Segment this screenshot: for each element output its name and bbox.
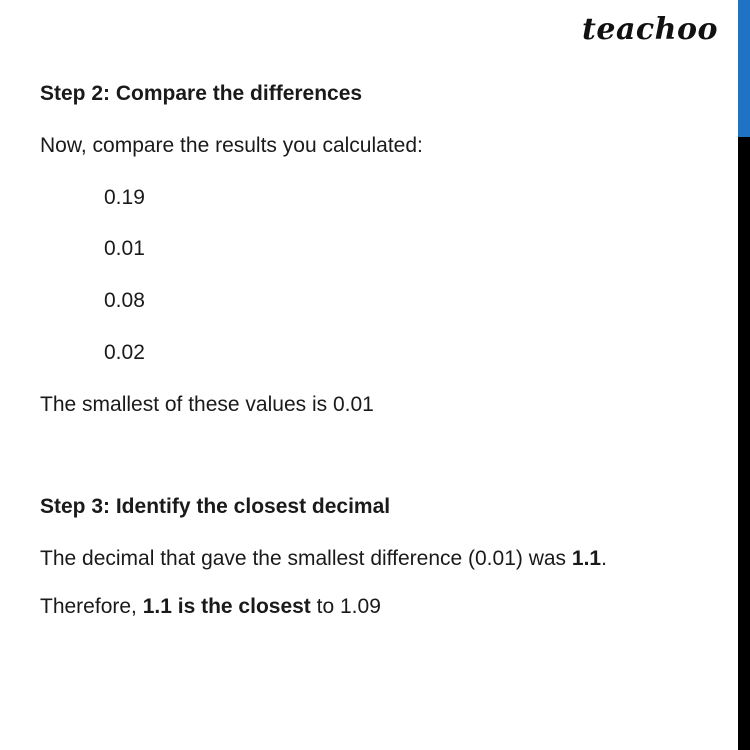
step3-line1-bold: 1.1	[571, 547, 602, 570]
step3-line1-prefix: The decimal that gave the smallest difference (0.01) was	[40, 547, 572, 570]
value-item: 0.02	[104, 341, 145, 364]
value-item: 0.01	[104, 237, 145, 260]
step3-line2-bold: 1.1 is the closest	[142, 595, 311, 618]
side-accent-bar	[738, 0, 750, 137]
value-item: 0.08	[104, 289, 145, 312]
value-item: 0.19	[104, 186, 145, 209]
step3-heading: Step 3: Identify the closest decimal	[40, 495, 391, 518]
step2-conclusion: The smallest of these values is 0.01	[40, 393, 374, 416]
side-dark-bar	[738, 137, 750, 750]
step3-line2-prefix: Therefore,	[40, 595, 143, 618]
step3-line1	[40, 546, 607, 572]
step3-line2	[40, 594, 381, 620]
step3-line2-suffix: to 1.09	[310, 595, 381, 618]
teachoo-logo: teachoo	[582, 12, 718, 47]
step2-intro: Now, compare the results you calculated:	[40, 134, 423, 157]
step3-line1-suffix: .	[601, 547, 607, 570]
step2-heading: Step 2: Compare the differences	[40, 82, 363, 105]
